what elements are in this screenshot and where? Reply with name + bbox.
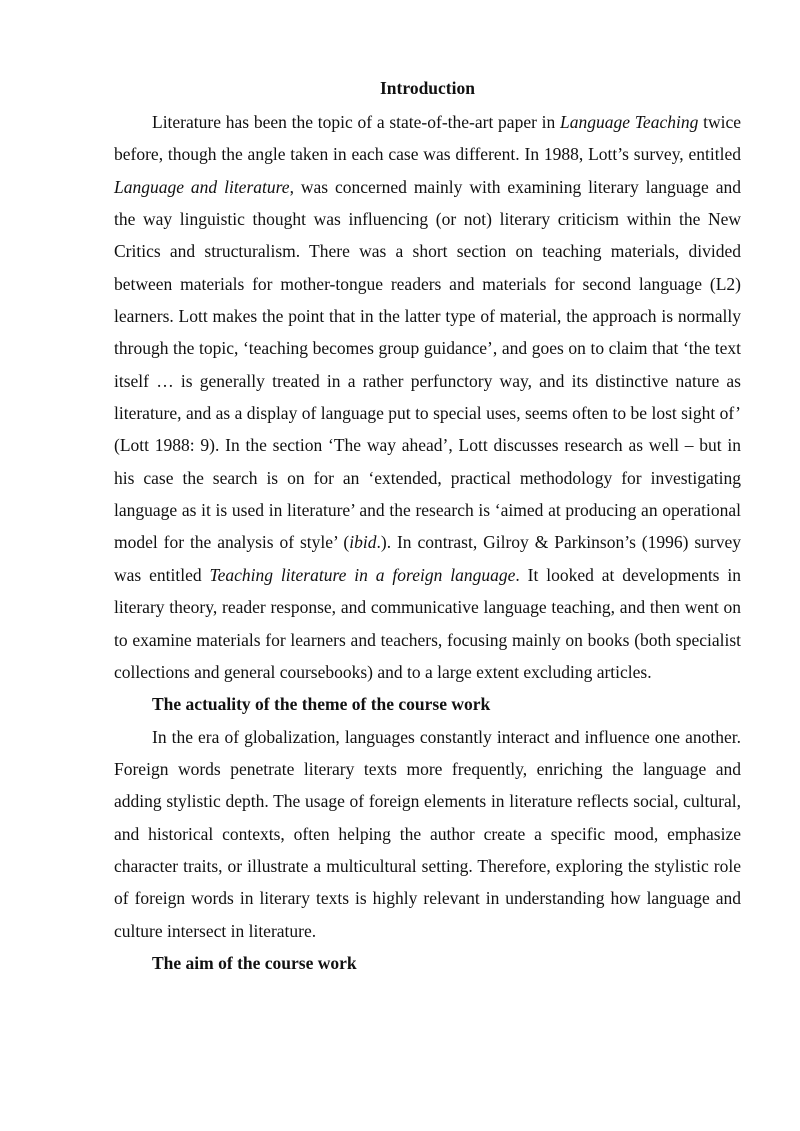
italic-title-language-and-literature: Language and literature [114,176,290,197]
heading-actuality: The actuality of the theme of the course work [152,694,491,715]
text-run: , was concerned mainly with examining literary language and the way linguistic thought was influencing (or not) literary criticism within the New Critics and structuralism. There was a short section on teaching materials, divided between materials for mother-tongue readers and materials for second language (L2) learners. Lott makes the point that in the latter type of material, the approach is normally through the topic, ‘teaching becomes group guidance’, and goes on to claim that ‘the text itself … is generally treated in a rather perfunctory way, and its distinctive nature as literature, and as a display of language put to special uses, seems often to be lost sight of’ (Lott 1988: 9). In the section ‘The way ahead’, Lott discusses research as well – but in his case the search is on for an ‘extended, practical methodology for investigating language as it is used in literature’ and the research is ‘aimed at producing an operational model for the analysis of style’ ( [114,176,741,553]
italic-title-teaching-literature: Teaching literature in a foreign language [209,564,516,585]
italic-title-language-teaching: Language Teaching [560,112,699,132]
section-title: Introduction [380,78,475,98]
italic-ibid: ibid [349,532,377,553]
page-content [114,74,741,979]
text-run: . It looked at developments in literary theory, reader response, and communicative language teaching, and then went on to examine materials for learners and teachers, focusing mainly on books (both specialist collections and general coursebooks) and to a large extent excluding articles. [114,564,742,682]
text-run: .). In contrast, Gilroy & Parkinson’s (1996) survey was entitled [114,532,741,585]
paragraph-actuality: In the era of globalization, languages constantly interact and influence one another. Foreign words penetrate literary texts more frequently, enriching the language and adding stylistic depth. The usage of foreign elements in literature reflects social, cultural, and historical contexts, often helping the author create a specific mood, emphasize character traits, or illustrate a multicultural setting. Therefore, exploring the stylistic role of foreign words in literary texts is highly relevant in understanding how language and culture intersect in literature. [114,726,741,941]
heading-aim: The aim of the course work [152,952,357,973]
paragraph-literature-surveys [114,106,741,688]
text-run: Literature has been the topic of a state-of-the-art paper in [152,112,561,132]
text-run: twice before, though the angle taken in each case was different. In 1988, Lott’s survey, entitled [114,112,741,165]
